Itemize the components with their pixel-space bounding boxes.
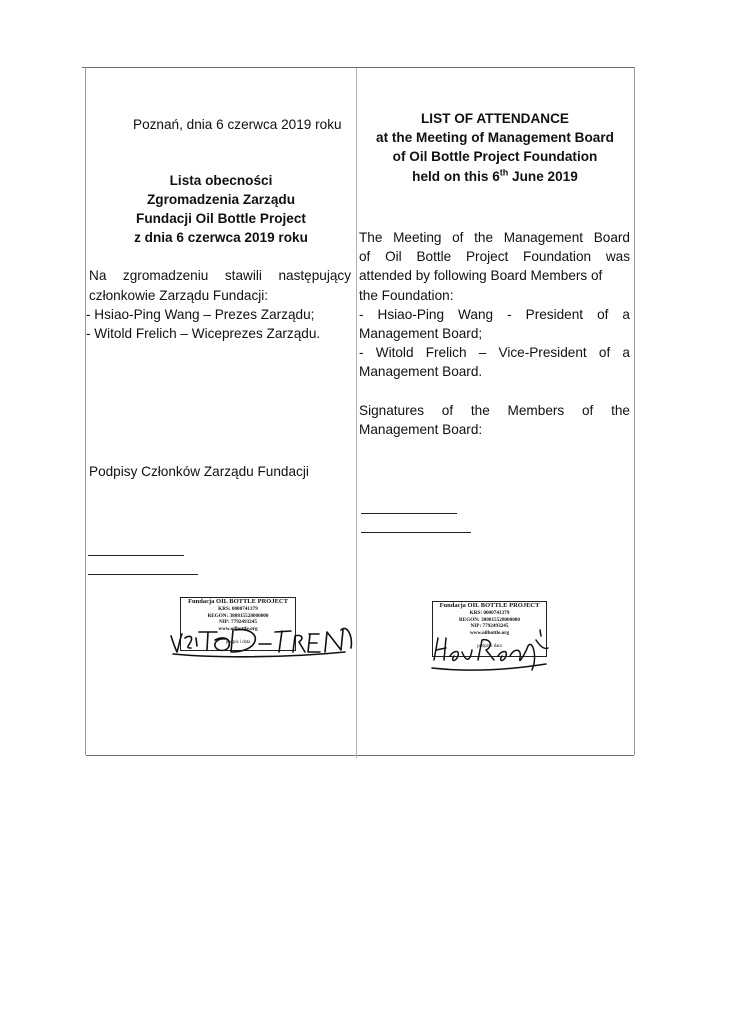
polish-body-line-4: - Witold Frelich – Wiceprezes Zarządu. bbox=[86, 326, 321, 341]
stamp-krs: KRS: 0000741379 bbox=[469, 610, 510, 616]
stamp-caption: podpis i data bbox=[477, 644, 502, 649]
signature-line bbox=[361, 532, 471, 533]
page-bottom-edge bbox=[86, 755, 634, 756]
polish-body-line-1: Na zgromadzeniu stawili następujący bbox=[89, 268, 351, 283]
english-title-line-1: LIST OF ATTENDANCE bbox=[420, 111, 569, 126]
english-title-line-3: of Oil Bottle Project Foundation bbox=[392, 149, 598, 164]
english-body-line-4: the Foundation: bbox=[359, 288, 454, 303]
polish-title-line-3: Fundacji Oil Bottle Project bbox=[136, 211, 306, 226]
english-body-line-5: - Hsiao-Ping Wang - President of a bbox=[359, 307, 630, 322]
stamp-org-name: Fundacja OIL BOTTLE PROJECT bbox=[439, 602, 540, 609]
polish-title-line-4: z dnia 6 czerwca 2019 roku bbox=[134, 230, 308, 245]
page-top-edge bbox=[82, 67, 635, 68]
polish-title-line-1: Lista obecności bbox=[169, 173, 273, 188]
polish-title-line-2: Zgromadzenia Zarządu bbox=[146, 192, 296, 207]
polish-body-line-3: - Hsiao-Ping Wang – Prezes Zarządu; bbox=[86, 307, 315, 322]
signature-line bbox=[88, 574, 198, 575]
handwritten-signature-left bbox=[165, 608, 360, 660]
english-body-line-7: - Witold Frelich – Vice-President of a bbox=[359, 345, 630, 360]
stamp-regon: REGON: 380815528000000 bbox=[207, 612, 269, 619]
english-title-line-2: at the Meeting of Management Board bbox=[376, 130, 614, 145]
english-body-line-8: Management Board. bbox=[359, 364, 483, 379]
page-left-edge bbox=[85, 67, 86, 755]
polish-body-line-2: członkowie Zarządu Fundacji: bbox=[89, 288, 269, 303]
english-body-line-1: The Meeting of the Management Board bbox=[359, 230, 630, 245]
stamp-nip: NIP: 7792493245 bbox=[470, 623, 509, 629]
english-body-line-3: attended by following Board Members of bbox=[359, 268, 603, 283]
stamp-org-name: Fundacja OIL BOTTLE PROJECT bbox=[188, 598, 288, 605]
handwritten-signature-right bbox=[428, 626, 552, 672]
stamp-krs: KRS: 0000741379 bbox=[218, 606, 258, 612]
english-signatures-line-2: Management Board: bbox=[359, 422, 483, 437]
english-body-line-2: of Oil Bottle Project Foundation was bbox=[359, 249, 630, 264]
stamp-caption: podpis i data bbox=[225, 640, 251, 645]
stamp-website: www.oilbottle.org bbox=[218, 625, 258, 632]
english-title-line-4: held on this 6th June 2019 bbox=[412, 167, 578, 184]
english-signatures-line-1: Signatures of the Members of the bbox=[359, 403, 630, 418]
stamp-regon: REGON: 380815528000000 bbox=[459, 616, 520, 623]
stamp-website: www.oilbottle.org bbox=[469, 629, 510, 636]
place-date: Poznań, dnia 6 czerwca 2019 roku bbox=[133, 117, 342, 132]
signature-line bbox=[88, 555, 184, 556]
stamp-nip: NIP: 7792493245 bbox=[219, 619, 257, 625]
english-body-line-6: Management Board; bbox=[359, 326, 483, 341]
signature-line bbox=[361, 513, 457, 514]
page-right-edge bbox=[634, 67, 635, 755]
polish-signatures-label: Podpisy Członków Zarządu Fundacji bbox=[89, 464, 309, 479]
